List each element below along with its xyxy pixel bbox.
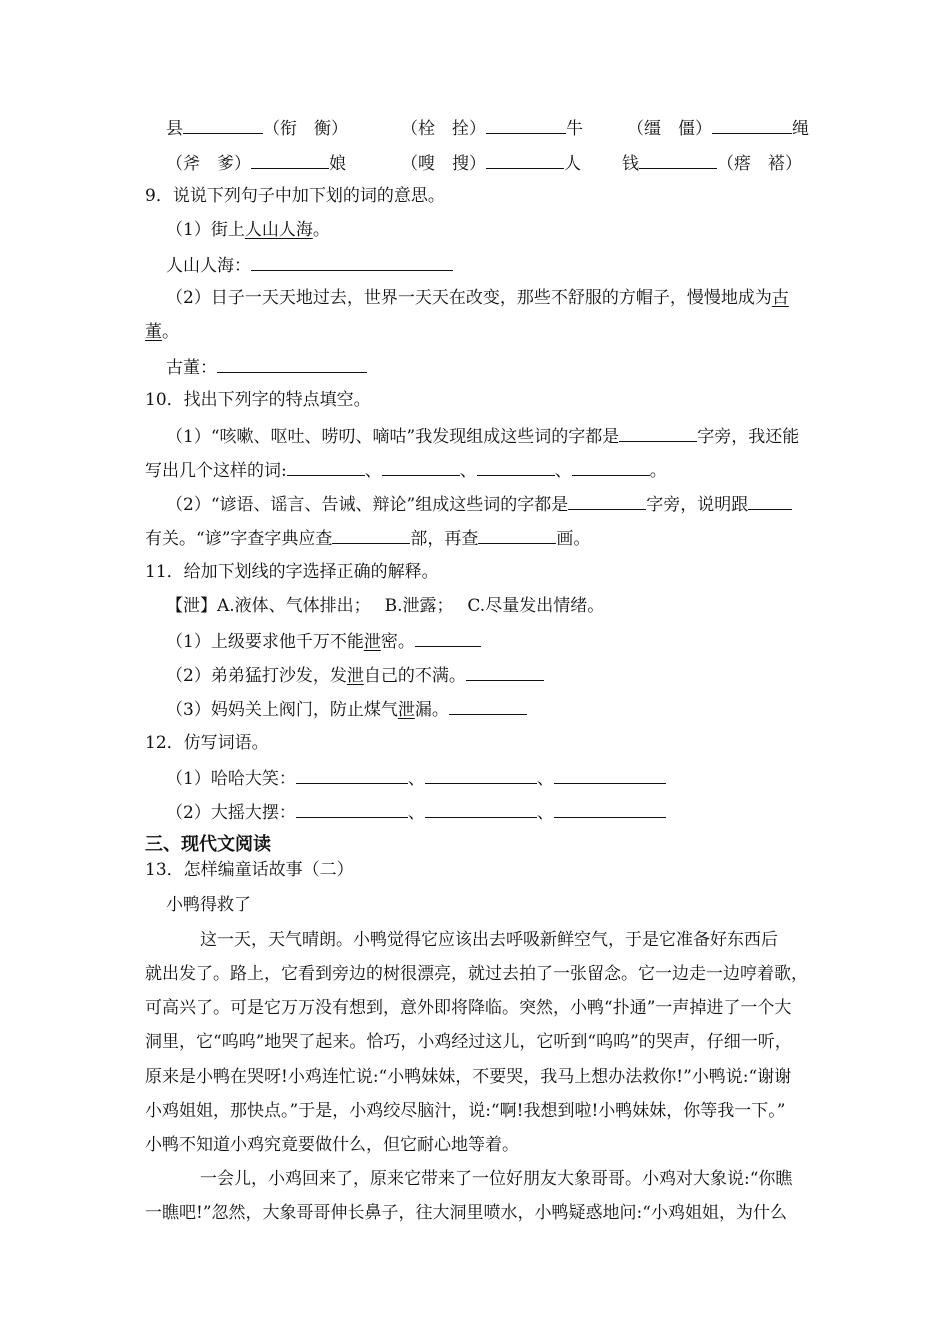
q9-answer-2 (166, 355, 367, 379)
q10-part1-cont (145, 458, 667, 482)
q9-sentence-2 (166, 287, 789, 309)
answer-blank[interactable] (619, 424, 697, 442)
q11-item-2 (166, 663, 544, 687)
answer-blank[interactable] (287, 458, 365, 476)
q9-sentence-2-cont (145, 321, 179, 343)
underlined-word: 董 (145, 322, 162, 342)
q12-item-2 (166, 800, 666, 824)
text: 钱 (622, 154, 639, 174)
text: 自己的不满。 (363, 666, 466, 686)
q8-row2-b (401, 151, 581, 175)
text: 人 (564, 154, 581, 174)
answer-blank[interactable] (296, 800, 408, 818)
text: （缰 僵） (627, 119, 712, 139)
q11-definition: 【泄】A.液体、气体排出； B.泄露； C.尽量发出情绪。 (166, 596, 605, 616)
story-line: 小鸡姐姐，那快点。”于是，小鸡绞尽脑汁，说:“啊!我想到啦!小鸭妹妹，你等我一下。” (145, 1101, 786, 1121)
text: 、 (407, 769, 425, 789)
q13-title: 13．怎样编童话故事（二） (145, 860, 354, 880)
answer-blank[interactable] (572, 458, 650, 476)
answer-blank[interactable] (425, 800, 537, 818)
answer-blank[interactable] (332, 526, 410, 544)
text: （2）弟弟猛打沙发，发 (166, 666, 347, 686)
section-heading: 三、现代文阅读 (145, 834, 271, 855)
text: （嗖 搜） (401, 154, 486, 174)
underlined-word: 泄 (397, 700, 415, 720)
q8-row2-a (166, 151, 346, 175)
answer-blank[interactable] (478, 526, 556, 544)
text: 牛 (566, 119, 583, 139)
text: （1）“咳嗽、呕吐、唠叨、嘀咕”我发现组成这些词的字都是 (166, 427, 620, 447)
text: 字旁，说明跟 (646, 495, 749, 515)
underlined-word: 人山人海 (244, 220, 313, 240)
text: 、 (364, 461, 382, 481)
q10-part2-cont (145, 526, 590, 550)
answer-blank[interactable] (712, 116, 792, 134)
q8-row1-a (166, 116, 348, 140)
story-line: 小鸭不知道小鸡究竟要做什么，但它耐心地等着。 (145, 1135, 519, 1155)
story-line: 一瞧吧!”忽然，大象哥哥伸长鼻子，往大洞里喷水，小鸭疑惑地问:“小鸡姐姐，为什么 (145, 1203, 787, 1223)
text: （2）日子一天天地过去，世界一天天在改变，那些不舒服的方帽子，慢慢地成为 (166, 288, 772, 308)
answer-blank[interactable] (382, 458, 460, 476)
text: （1）上级要求他千万不能 (166, 632, 364, 652)
answer-blank[interactable] (466, 663, 544, 681)
text: （3）妈妈关上阀门，防止煤气 (166, 700, 398, 720)
story-line: 原来是小鸭在哭呀!小鸡连忙说:“小鸭妹妹，不要哭，我马上想办法救你!”小鸭说:“谢谢 (145, 1067, 792, 1087)
answer-blank[interactable] (486, 116, 566, 134)
answer-blank[interactable] (296, 766, 408, 784)
text: 。 (649, 461, 667, 481)
text: 写出几个这样的词: (145, 461, 287, 481)
answer-blank[interactable] (486, 151, 564, 169)
answer-blank[interactable] (568, 492, 646, 510)
answer-blank[interactable] (251, 253, 453, 271)
text: 、 (407, 803, 425, 823)
text: （2）大摇大摆： (166, 803, 296, 823)
text: 娘 (329, 154, 346, 174)
text: （1）街上 (166, 220, 245, 240)
answer-blank[interactable] (251, 151, 329, 169)
text: 漏。 (414, 700, 449, 720)
answer-blank[interactable] (748, 492, 792, 510)
story-title: 小鸭得救了 (166, 895, 251, 915)
q12-title: 12．仿写词语。 (145, 733, 269, 753)
text: 。 (162, 322, 179, 342)
answer-blank[interactable] (415, 629, 481, 647)
text: 有关。“谚”字查字典应查 (145, 529, 333, 549)
story-line: 洞里，它“呜呜”地哭了起来。恰巧，小鸡经过这儿，它听到“呜呜”的哭声，仔细一听， (145, 1032, 792, 1052)
text: 画。 (556, 529, 591, 549)
answer-blank[interactable] (183, 116, 263, 134)
text: 密。 (380, 632, 415, 652)
q9-answer-1 (166, 253, 453, 277)
underlined-word: 泄 (346, 666, 364, 686)
story-line: 一会儿，小鸡回来了，原来它带来了一位好朋友大象哥哥。小鸡对大象说:“你瞧 (200, 1169, 793, 1189)
answer-blank[interactable] (425, 766, 537, 784)
q8-row1-b (401, 116, 583, 140)
q9-title: 9．说说下列句子中加下划的词的意思。 (145, 186, 445, 206)
text: （斧 爹） (166, 154, 251, 174)
text: 字旁，我还能 (697, 427, 800, 447)
answer-blank[interactable] (639, 151, 717, 169)
q10-title: 10．找出下列字的特点填空。 (145, 390, 371, 410)
q10-part2 (166, 492, 792, 516)
q11-title: 11．给加下划线的字选择正确的解释。 (145, 562, 439, 582)
answer-blank[interactable] (477, 458, 555, 476)
text: 。 (312, 220, 330, 240)
q8-row1-c (627, 116, 809, 140)
text: 、 (554, 461, 572, 481)
text: （瘩 褡） (717, 154, 802, 174)
text: （2）“谚语、谣言、告诫、辩论”组成这些词的字都是 (166, 495, 569, 515)
text: 县 (166, 119, 183, 139)
text: （栓 拴） (401, 119, 486, 139)
story-line: 可高兴了。可是它万万没有想到，意外即将降临。突然，小鸭“扑通”一声掉进了一个大 (145, 998, 792, 1018)
q9-sentence-1 (166, 219, 330, 241)
underlined-word: 泄 (363, 632, 381, 652)
text: （衔 衡） (263, 119, 348, 139)
answer-blank[interactable] (217, 355, 367, 373)
text: 、 (459, 461, 477, 481)
answer-blank[interactable] (449, 697, 527, 715)
text: 部，再查 (410, 529, 479, 549)
underlined-word: 古 (771, 288, 789, 308)
answer-label: 人山人海： (166, 256, 251, 276)
answer-label: 古董： (166, 358, 217, 378)
story-line: 这一天，天气晴朗。小鸭觉得它应该出去呼吸新鲜空气，于是它准备好东西后 (200, 930, 778, 950)
text: （1）哈哈大笑： (166, 769, 296, 789)
answer-blank[interactable] (554, 800, 666, 818)
answer-blank[interactable] (554, 766, 666, 784)
text: 绳 (792, 119, 809, 139)
q12-item-1 (166, 766, 666, 790)
q11-item-1 (166, 629, 481, 653)
q8-row2-c (622, 151, 802, 175)
q10-part1 (166, 424, 799, 448)
story-line: 就出发了。路上，它看到旁边的树很漂亮，就过去拍了一张留念。它一边走一边哼着歌， (145, 964, 808, 984)
text: 、 (536, 769, 554, 789)
text: 、 (536, 803, 554, 823)
q11-item-3 (166, 697, 527, 721)
